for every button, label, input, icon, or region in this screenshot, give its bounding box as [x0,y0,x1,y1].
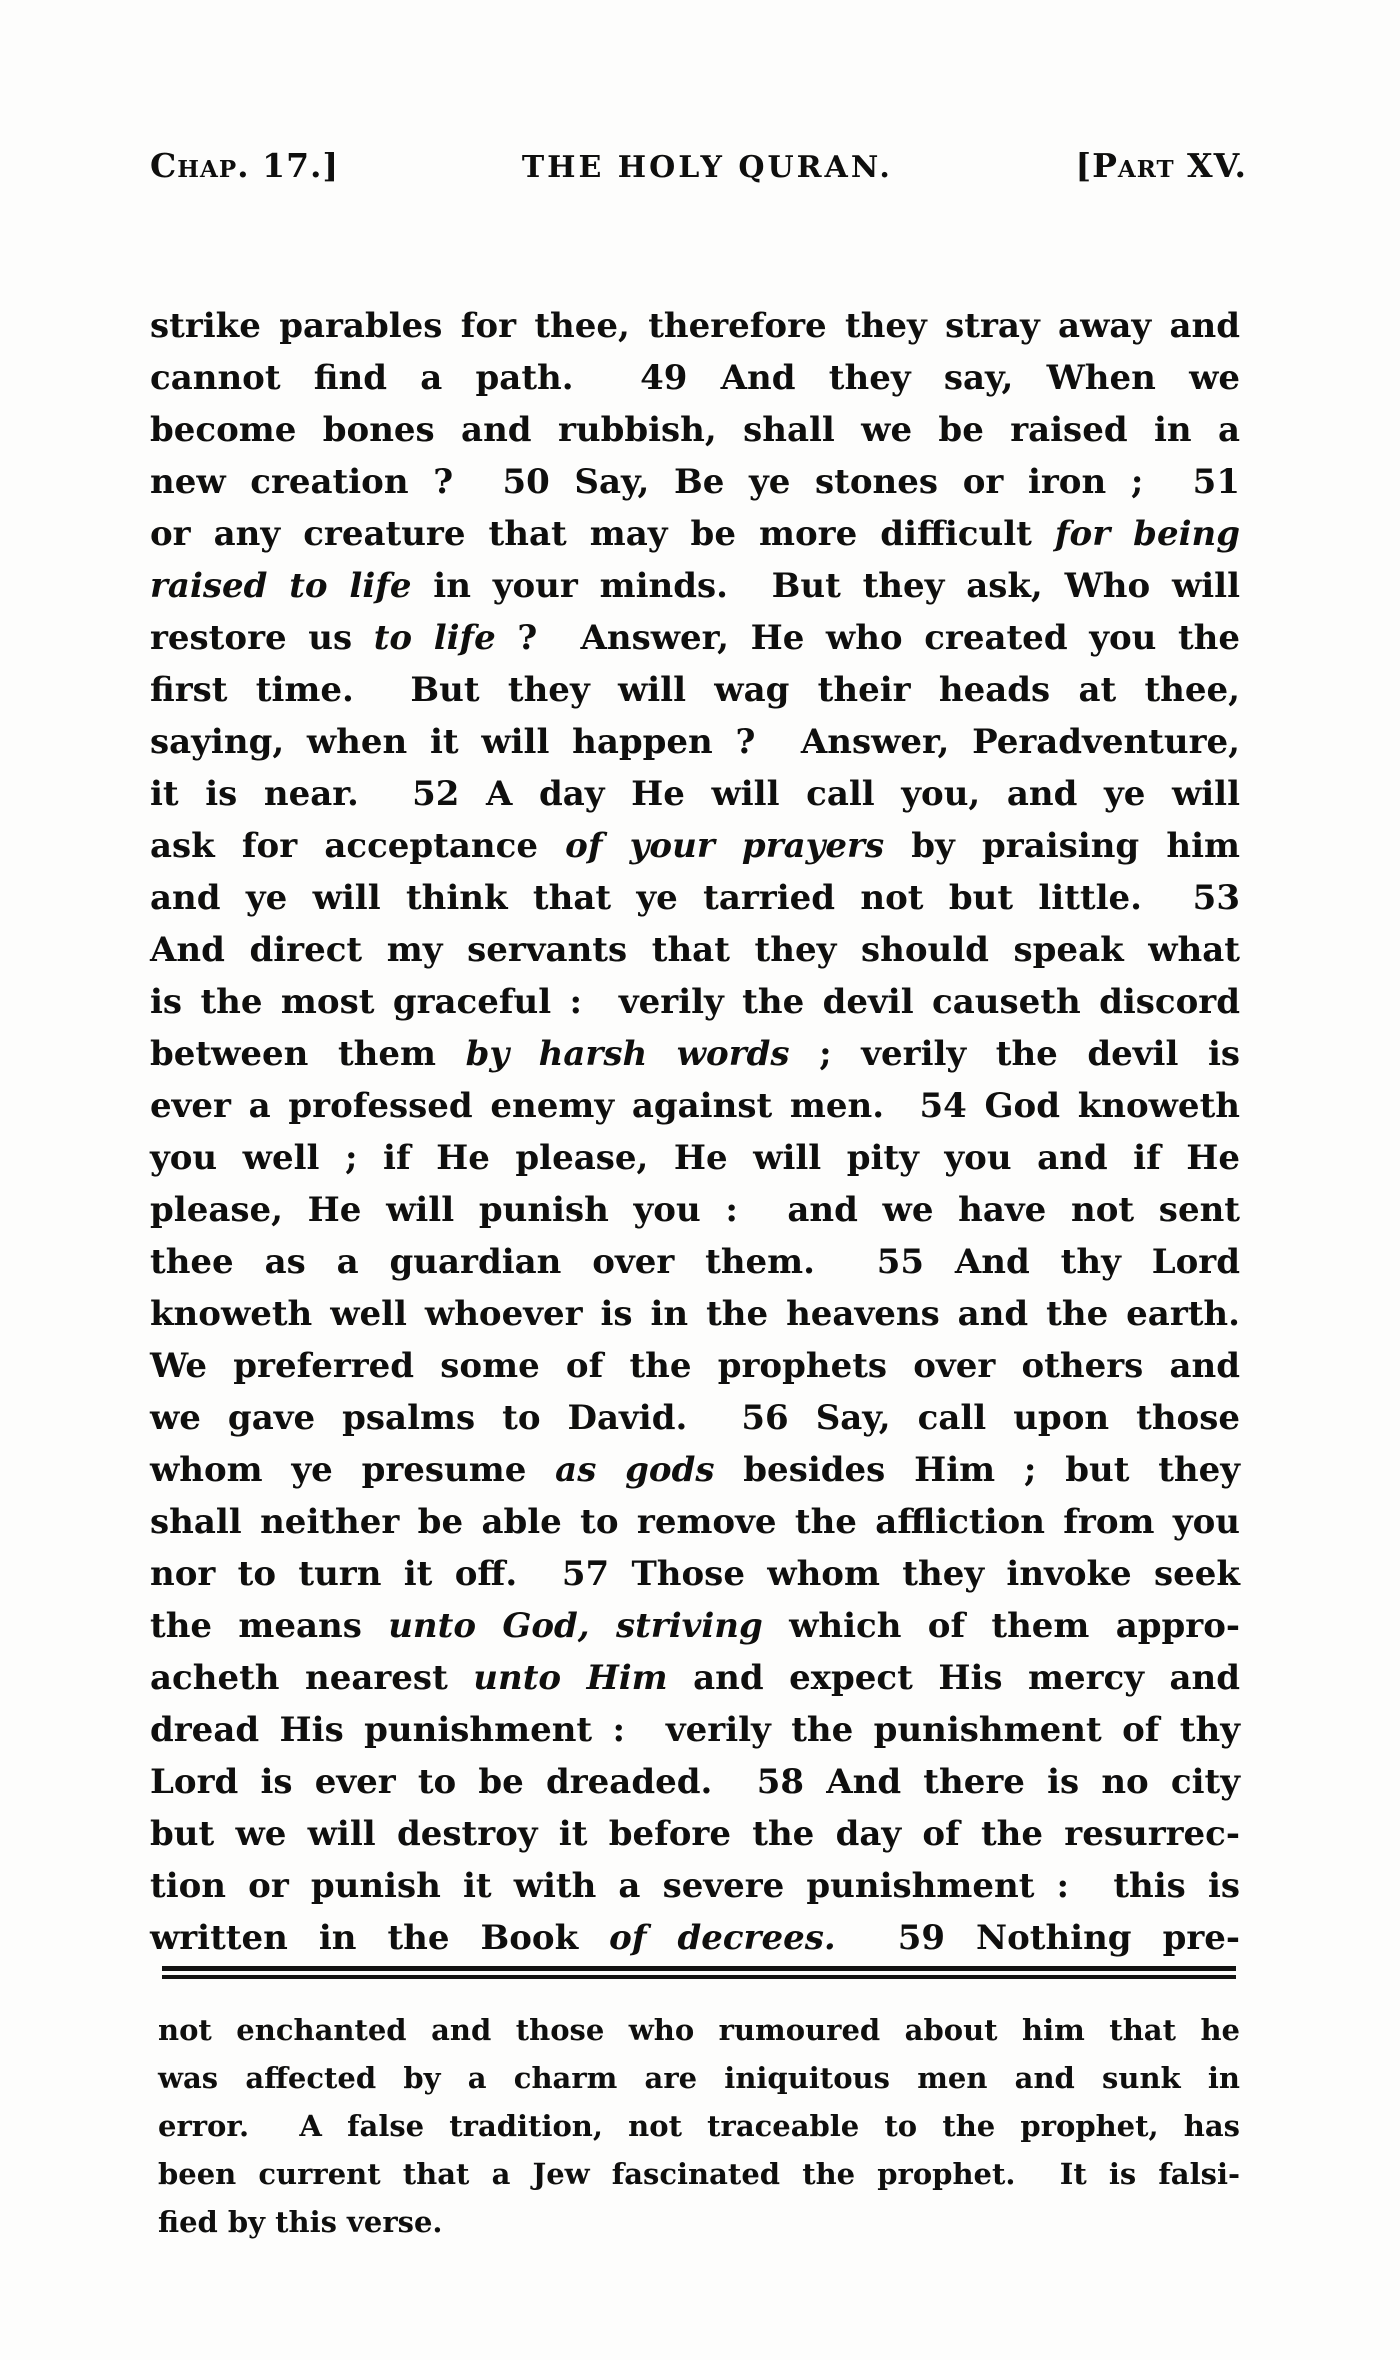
body-line [150,1912,1240,1964]
footnote-line [158,2198,1240,2246]
italic-phrase: as gods [555,1450,715,1490]
text-segment: Lord is ever to be dreaded. 58 And there is no city [150,1762,1240,1802]
body-line [150,1444,1240,1496]
text-segment: knoweth well whoever is in the heavens and the earth. [150,1294,1240,1334]
text-segment: we gave psalms to David. 56 Say, call upon those [150,1398,1240,1438]
body-line [150,716,1240,768]
text-segment: error. A false tradition, not traceable to the prophet, has [158,2109,1240,2143]
text-segment: which of them appro- [762,1606,1240,1646]
body-line [150,508,1240,560]
text-segment: ; verily the devil is [789,1034,1241,1074]
text-segment: new creation ? 50 Say, Be ye stones or iron ; 51 [150,462,1240,502]
body-line [150,560,1240,612]
body-line [150,612,1240,664]
text-segment: tion or punish it with a severe punishment : this is [150,1866,1240,1906]
text-segment: the means [150,1606,389,1646]
italic-phrase: raised to life [150,566,412,606]
text-segment: ? Answer, He who created you the [495,618,1241,658]
footnote-line [158,2150,1240,2198]
text-segment: fied by this verse. [158,2205,443,2239]
text-segment: you well ; if He please, He will pity you and if He [150,1138,1240,1178]
italic-phrase: by harsh words [465,1034,790,1074]
text-segment: acheth nearest [150,1658,474,1698]
text-segment: And direct my servants that they should speak what [150,930,1240,970]
body-line [150,1132,1240,1184]
body-line [150,1028,1240,1080]
italic-phrase: of decrees. [609,1918,836,1958]
body-line [150,352,1240,404]
text-segment: nor to turn it off. 57 Those whom they invoke seek [150,1554,1240,1594]
text-segment: strike parables for thee, therefore they stray away and [150,306,1240,346]
text-segment: whom ye presume [150,1450,556,1490]
body-line [150,1756,1240,1808]
text-segment: is the most graceful : verily the devil causeth discord [150,982,1240,1022]
book-title: THE HOLY QURAN. [521,150,893,185]
text-segment: restore us [150,618,374,658]
body-line [150,768,1240,820]
text-segment: thee as a guardian over them. 55 And thy Lord [150,1242,1240,1282]
text-segment: dread His punishment : verily the punishment of thy [150,1710,1240,1750]
text-segment: and ye will think that ye tarried not but little. 53 [150,878,1240,918]
body-line [150,1496,1240,1548]
part-label: [Part XV. [1075,146,1247,185]
footnote-line [158,2054,1240,2102]
text-segment: by praising him [884,826,1241,866]
text-segment: been current that a Jew fascinated the prophet. It is falsi- [158,2157,1240,2191]
text-segment: and expect His mercy and [667,1658,1240,1698]
italic-phrase: unto God, striving [388,1606,763,1646]
text-segment: between them [150,1034,466,1074]
body-line [150,1808,1240,1860]
text-segment: first time. But they will wag their heads at thee, [150,670,1240,710]
body-line [150,872,1240,924]
body-line [150,1184,1240,1236]
body-line [150,924,1240,976]
body-line [150,1080,1240,1132]
body-line [150,1548,1240,1600]
footnote-separator-rule [162,1966,1236,1979]
italic-phrase: unto Him [473,1658,668,1698]
text-segment: besides Him ; but they [714,1450,1241,1490]
body-line [150,404,1240,456]
text-segment: in your minds. But they ask, Who will [411,566,1240,606]
body-line [150,1600,1240,1652]
italic-phrase: for being [1054,514,1240,554]
body-line [150,1704,1240,1756]
body-line [150,1340,1240,1392]
text-segment: ever a professed enemy against men. 54 God knoweth [150,1086,1240,1126]
footnote-line [158,2102,1240,2150]
text-segment: cannot find a path. 49 And they say, When we [150,358,1240,398]
body-line [150,1236,1240,1288]
footnote-line [158,2006,1240,2054]
verse-text-block [150,300,1240,1964]
body-line [150,1392,1240,1444]
body-line [150,820,1240,872]
footnote-block [158,2006,1240,2246]
text-segment: it is near. 52 A day He will call you, and ye will [150,774,1240,814]
text-segment: become bones and rubbish, shall we be raised in a [150,410,1240,450]
body-line [150,300,1240,352]
chapter-label: Chap. 17.] [150,146,340,185]
italic-phrase: to life [373,618,496,658]
text-segment: ask for acceptance [150,826,566,866]
text-segment: was affected by a charm are iniquitous men and sunk in [158,2061,1240,2095]
text-segment: shall neither be able to remove the affliction from you [150,1502,1240,1542]
text-segment: We preferred some of the prophets over others and [150,1346,1240,1386]
body-line [150,1288,1240,1340]
body-line [150,976,1240,1028]
body-line [150,1860,1240,1912]
text-segment: saying, when it will happen ? Answer, Peradventure, [150,722,1240,762]
text-segment: or any creature that may be more difficult [150,514,1055,554]
body-line [150,456,1240,508]
body-line [150,664,1240,716]
text-segment: please, He will punish you : and we have not sent [150,1190,1240,1230]
text-segment: 59 Nothing pre- [835,1918,1240,1958]
text-segment: not enchanted and those who rumoured about him that he [158,2013,1240,2047]
running-head [150,146,1247,185]
body-line [150,1652,1240,1704]
italic-phrase: of your prayers [565,826,885,866]
text-segment: but we will destroy it before the day of the resurrec- [150,1814,1240,1854]
text-segment: written in the Book [150,1918,610,1958]
